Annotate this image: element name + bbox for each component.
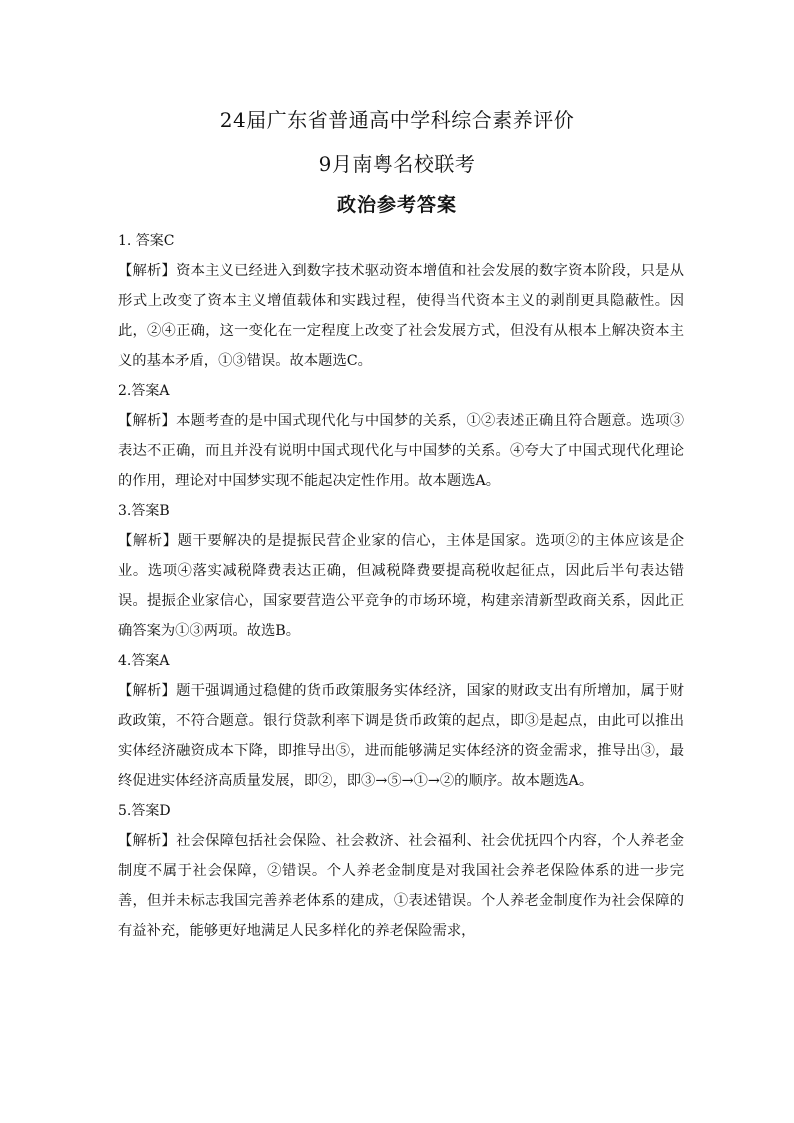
analysis-3: 【解析】题干要解决的是提振民营企业家的信心，主体是国家。选项②的主体应该是企业。选项④落实减税降费表达正确，但减税降费要提高税收起征点，因此后半句表达错误。提振企业家信心，国家要营造公平竞争的市场环境，构建亲清新型政商关系，因此正确答案为①③两项。故选B。 (118, 533, 684, 639)
exam-name: 9月南粤名校联考 (318, 152, 476, 176)
answer-5: 5.答案D (118, 803, 171, 819)
answer-2: 2.答案A (118, 383, 170, 399)
answer-1: 1. 答案C (118, 233, 175, 249)
analysis-5: 【解析】社会保障包括社会保险、社会救济、社会福利、社会优抚四个内容，个人养老金制度不属于社会保障，②错误。个人养老金制度是对我国社会养老保险体系的进一步完善，但并未标志我国完善养老体系的建成，①表述错误。个人养老金制度作为社会保障的有益补充，能够更好地满足人民多样化的养老保险需求， (118, 833, 684, 939)
document-title: 24届广东省普通高中学科综合素养评价 (219, 108, 575, 132)
analysis-4: 【解析】题干强调通过稳健的货币政策服务实体经济，国家的财政支出有所增加，属于财政政策，不符合题意。银行贷款利率下调是货币政策的起点，即③是起点，由此可以推出实体经济融资成本下降，即推导出⑤，进而能够满足实体经济的资金需求，推导出③，最终促进实体经济高质量发展，即②，即③→⑤→①→②的顺序。故本题选A。 (118, 683, 684, 789)
answer-list (118, 226, 684, 946)
analysis-1: 【解析】资本主义已经进入到数字技术驱动资本增值和社会发展的数字资本阶段，只是从形式上改变了资本主义增值载体和实践过程，使得当代资本主义的剥削更具隐蔽性。因此，②④正确，这一变化在一定程度上改变了社会发展方式，但没有从根本上解决资本主义的基本矛盾，①③错误。故本题选C。 (118, 263, 684, 369)
answer-3: 3.答案B (118, 503, 170, 519)
answer-4: 4.答案A (118, 653, 170, 669)
document-subtitle: 政治参考答案 (336, 194, 457, 216)
analysis-2: 【解析】本题考查的是中国式现代化与中国梦的关系，①②表述正确且符合题意。选项③表达不正确，而且并没有说明中国式现代化与中国梦的关系。④夸大了中国式现代化理论的作用，理论对中国梦实现不能起决定性作用。故本题选A。 (118, 413, 684, 489)
